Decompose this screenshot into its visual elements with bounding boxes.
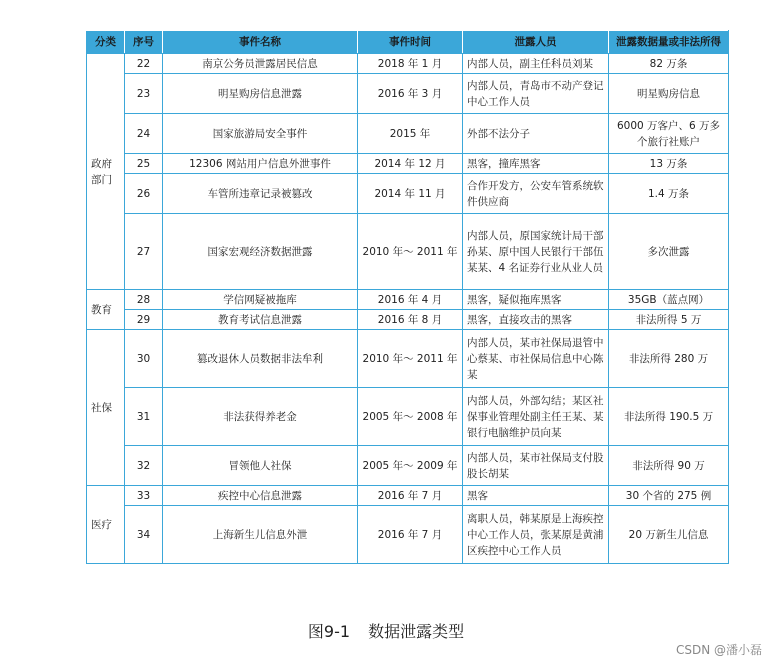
row-number: 24 [125,114,163,154]
leak-amount: 多次泄露 [609,214,729,290]
leak-amount: 82 万条 [609,54,729,74]
leak-amount: 20 万新生儿信息 [609,506,729,564]
event-name: 车管所违章记录被篡改 [163,174,358,214]
header-number: 序号 [125,31,163,54]
category-cell-education: 教育 [87,290,125,330]
event-name: 学信网疑被拖库 [163,290,358,310]
event-time: 2005 年～ 2008 年 [358,388,463,446]
leak-amount: 30 个省的 275 例 [609,486,729,506]
row-number: 25 [125,154,163,174]
leak-person: 内部人员，某市社保局退管中心蔡某、市社保局信息中心陈某 [463,330,609,388]
event-time: 2015 年 [358,114,463,154]
event-name: 国家旅游局安全事件 [163,114,358,154]
event-name: 非法获得养老金 [163,388,358,446]
category-cell-medical: 医疗 [87,486,125,564]
table-row [87,174,729,214]
table-row [87,54,729,74]
table-row [87,114,729,154]
row-number: 33 [125,486,163,506]
row-number: 32 [125,446,163,486]
table-row [87,214,729,290]
figure-title: 数据泄露类型 [368,622,465,641]
event-time: 2010 年～ 2011 年 [358,214,463,290]
leak-person: 离职人员，韩某原是上海疾控中心工作人员，张某原是黄浦区疾控中心工作人员 [463,506,609,564]
event-time: 2018 年 1 月 [358,54,463,74]
event-time: 2016 年 3 月 [358,74,463,114]
table-row [87,310,729,330]
leak-person: 黑客，疑似拖库黑客 [463,290,609,310]
leak-amount: 1.4 万条 [609,174,729,214]
event-time: 2016 年 4 月 [358,290,463,310]
leak-person: 外部不法分子 [463,114,609,154]
row-number: 29 [125,310,163,330]
table-row [87,74,729,114]
header-category: 分类 [87,31,125,54]
header-event-time: 事件时间 [358,31,463,54]
table-row [87,330,729,388]
row-number: 30 [125,330,163,388]
category-cell-government: 政府部门 [87,54,125,290]
watermark: CSDN @潘小磊 [675,643,762,657]
table-row [87,290,729,310]
event-name: 明星购房信息泄露 [163,74,358,114]
leak-person: 内部人员，外部勾结；某区社保事业管理处副主任王某、某银行电脑维护员向某 [463,388,609,446]
leak-amount: 35GB（蓝点网） [609,290,729,310]
row-number: 28 [125,290,163,310]
leak-person: 内部人员，副主任科员刘某 [463,54,609,74]
leak-amount: 非法所得 5 万 [609,310,729,330]
figure-number: 图9-1 [307,622,351,641]
row-number: 23 [125,74,163,114]
event-name: 疾控中心信息泄露 [163,486,358,506]
row-number: 27 [125,214,163,290]
header-leak-person: 泄露人员 [463,31,609,54]
leak-person: 内部人员，青岛市不动产登记中心工作人员 [463,74,609,114]
event-name: 篡改退休人员数据非法牟利 [163,330,358,388]
table-row [87,154,729,174]
event-time: 2016 年 7 月 [358,506,463,564]
leak-amount: 非法所得 90 万 [609,446,729,486]
leak-amount: 非法所得 190.5 万 [609,388,729,446]
leak-amount: 非法所得 280 万 [609,330,729,388]
leak-person: 黑客 [463,486,609,506]
row-number: 34 [125,506,163,564]
event-time: 2014 年 11 月 [358,174,463,214]
leak-amount: 13 万条 [609,154,729,174]
event-time: 2010 年～ 2011 年 [358,330,463,388]
table-row [87,506,729,564]
table-header-row [87,31,729,54]
event-time: 2016 年 8 月 [358,310,463,330]
leak-amount: 6000 万客户、6 万多个旅行社账户 [609,114,729,154]
leak-person: 合作开发方，公安车管系统软件供应商 [463,174,609,214]
event-name: 12306 网站用户信息外泄事件 [163,154,358,174]
table-row [87,486,729,506]
leak-person: 黑客，撞库黑客 [463,154,609,174]
event-time: 2005 年～ 2009 年 [358,446,463,486]
event-time: 2014 年 12 月 [358,154,463,174]
data-leak-table [86,30,729,564]
row-number: 22 [125,54,163,74]
row-number: 31 [125,388,163,446]
leak-amount: 明星购房信息 [609,74,729,114]
event-name: 冒领他人社保 [163,446,358,486]
event-name: 国家宏观经济数据泄露 [163,214,358,290]
category-cell-social-security: 社保 [87,330,125,486]
header-leak-amount: 泄露数据量或非法所得 [609,31,729,54]
event-time: 2016 年 7 月 [358,486,463,506]
figure-caption [0,619,772,642]
event-name: 上海新生儿信息外泄 [163,506,358,564]
row-number: 26 [125,174,163,214]
event-name: 教育考试信息泄露 [163,310,358,330]
leak-person: 黑客，直接攻击的黑客 [463,310,609,330]
leak-person: 内部人员，原国家统计局干部孙某、原中国人民银行干部伍某某、4 名证券行业从业人员 [463,214,609,290]
leak-person: 内部人员，某市社保局支付股股长胡某 [463,446,609,486]
table-row [87,446,729,486]
table-row [87,388,729,446]
header-event-name: 事件名称 [163,31,358,54]
event-name: 南京公务员泄露居民信息 [163,54,358,74]
